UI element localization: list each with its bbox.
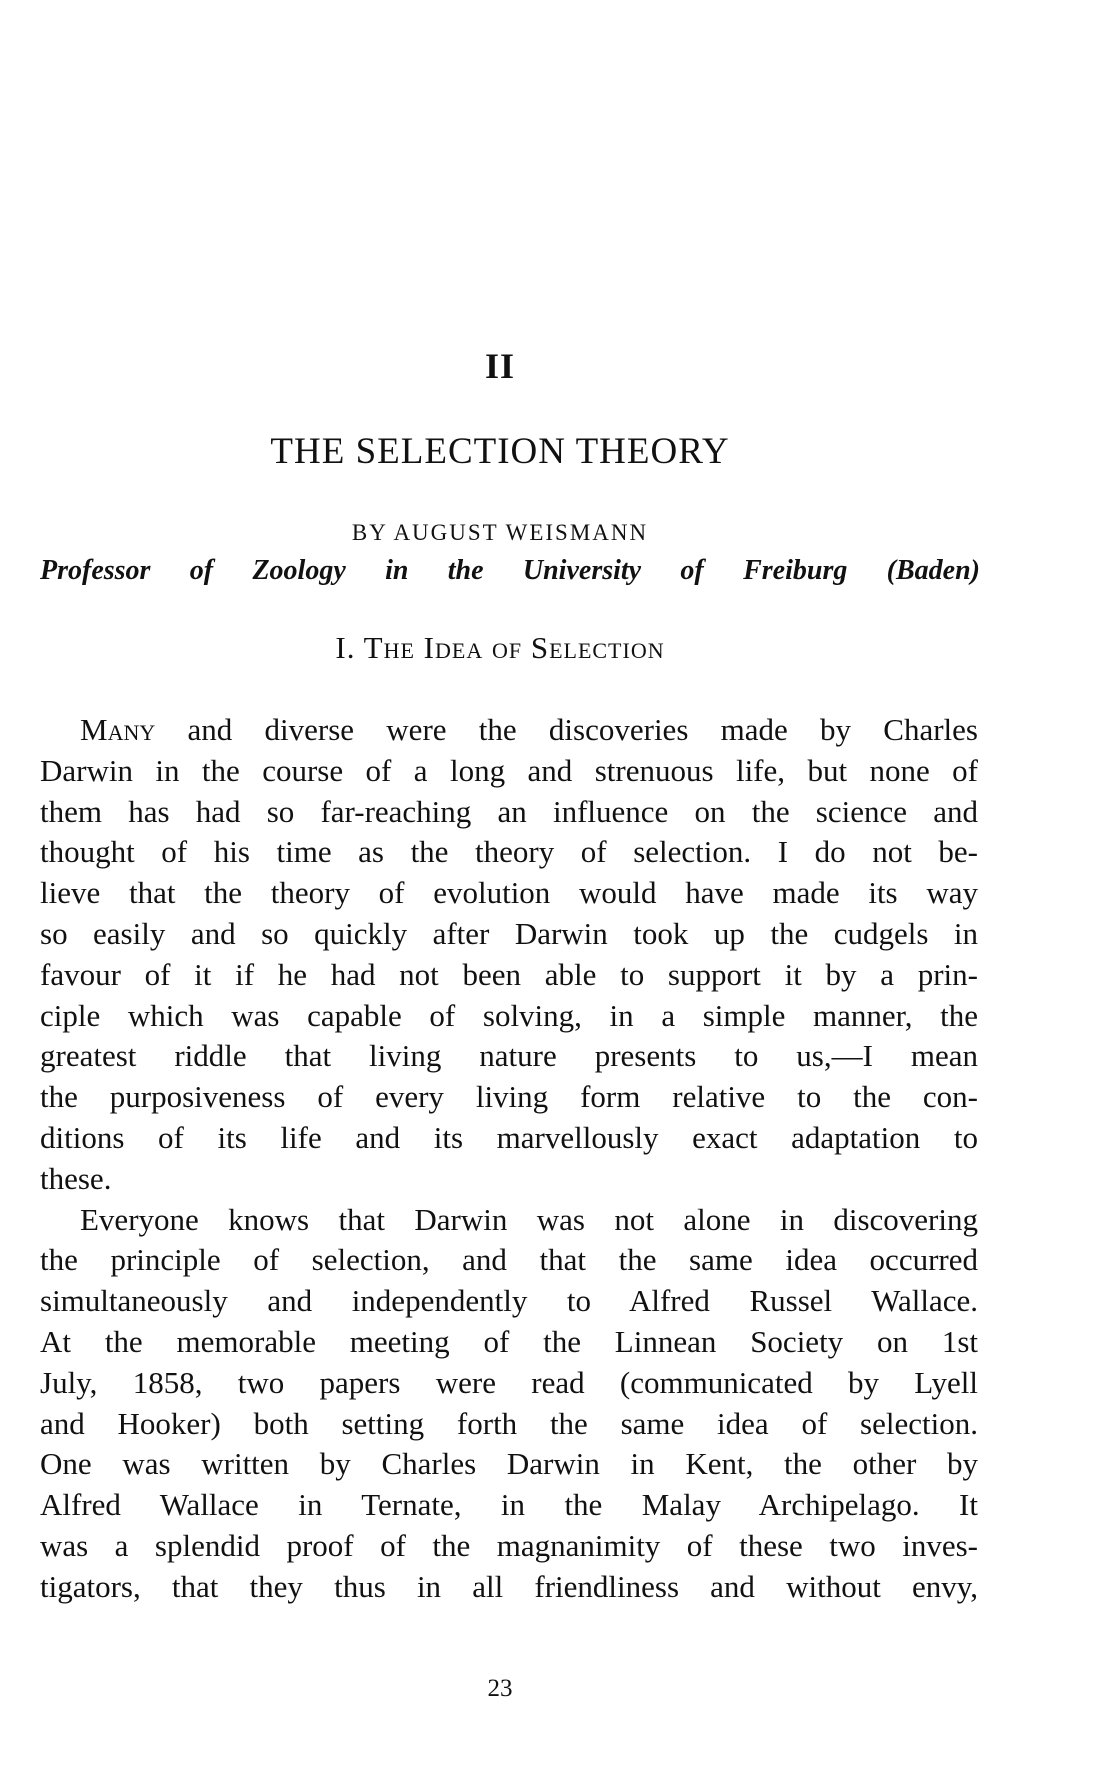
text-line: greatest riddle that living nature presents to us,—I mean (40, 1038, 978, 1074)
author-affiliation: Professor of Zoology in the University of Freiburg (Baden) (40, 555, 980, 586)
text-line: these. (40, 1160, 112, 1196)
text-line: thought of his time as the theory of selection. I do not be- (40, 834, 978, 870)
text-line: One was written by Charles Darwin in Kent, the other by (40, 1446, 978, 1482)
text-line: the purposiveness of every living form relative to the con- (40, 1079, 978, 1115)
text-line: was a splendid proof of the magnanimity of these two inves- (40, 1527, 978, 1563)
text-line: simultaneously and independently to Alfred Russel Wallace. (40, 1283, 978, 1319)
text-line: so easily and so quickly after Darwin took up the cudgels in (40, 915, 978, 951)
text-line: ditions of its life and its marvellously exact adaptation to (40, 1119, 978, 1155)
page-number: 23 (487, 1675, 513, 1702)
text-line: At the memorable meeting of the Linnean Society on 1st (40, 1323, 978, 1359)
text-line: favour of it if he had not been able to support it by a prin- (40, 956, 978, 992)
text-line: the principle of selection, and that the same idea occurred (40, 1242, 978, 1278)
text-line: them has had so far-reaching an influence on the science and (40, 793, 978, 829)
body-text (40, 710, 978, 1608)
author-byline: BY AUGUST WEISMANN (351, 520, 649, 545)
text-line: tigators, that they thus in all friendliness and without envy, (40, 1568, 978, 1604)
text-line: July, 1858, two papers were read (communicated by Lyell (40, 1364, 978, 1400)
text-line: ciple which was capable of solving, in a simple manner, the (40, 997, 978, 1033)
section-heading: I. The Idea of Selection (335, 630, 665, 665)
text-line: Darwin in the course of a long and strenuous life, but none of (40, 752, 978, 788)
text-line: Many and diverse were the discoveries made by Charles (80, 712, 978, 747)
text-line: lieve that the theory of evolution would have made its way (40, 875, 978, 911)
text-line: Alfred Wallace in Ternate, in the Malay Archipelago. It (40, 1487, 978, 1523)
text-line: Everyone knows that Darwin was not alone in discovering (80, 1201, 978, 1237)
chapter-title: THE SELECTION THEORY (270, 431, 730, 472)
dropword: Many (80, 712, 156, 747)
text-line: and Hooker) both setting forth the same idea of selection. (40, 1405, 978, 1441)
chapter-number: II (484, 346, 516, 386)
